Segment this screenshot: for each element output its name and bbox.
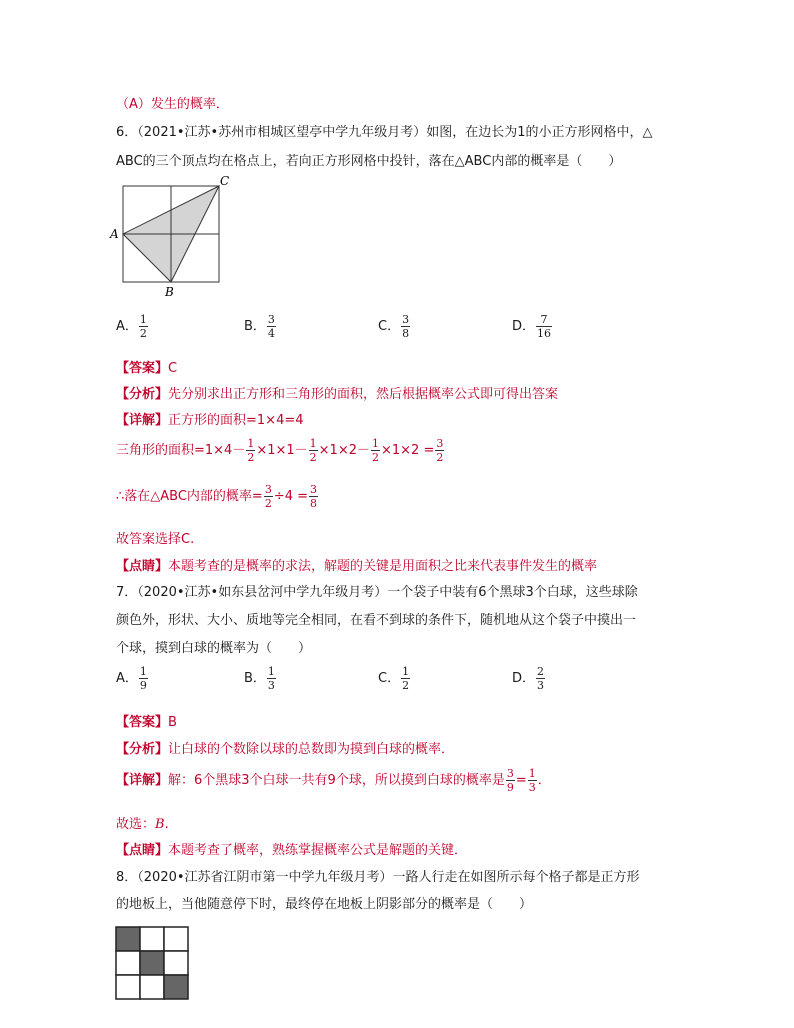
q6-label-c: C bbox=[220, 174, 230, 188]
q6-line1: 6．（2021•江苏•苏州市相城区望亭中学九年级月考）如图，在边长为1的小正方形网格中，△ bbox=[116, 125, 653, 140]
q8-line2: 的地板上，当他随意停下时，最终停在地板上阴影部分的概率是（ ） bbox=[116, 897, 533, 912]
q8-cell bbox=[140, 927, 164, 951]
q8-cell bbox=[116, 951, 140, 975]
q7-choose: 故选：B. bbox=[116, 817, 169, 832]
q6-options bbox=[116, 313, 676, 347]
q6-probability: ∴落在△ABC内部的概率= $\frac{3}{2}$ ÷4 = $\frac{3}{8}$ bbox=[116, 483, 318, 510]
q7-options bbox=[116, 665, 676, 699]
q6-line2: ABC的三个顶点均在格点上，若向正方形网格中投针，落在△ABC内部的概率是（ ） bbox=[116, 154, 622, 169]
q6-label-b: B bbox=[165, 285, 174, 299]
q7-option-d[interactable]: D． $\frac{2}{3}$ bbox=[512, 665, 545, 692]
q6-answer: 【答案】C bbox=[116, 361, 178, 376]
q8-shaded-cell bbox=[140, 951, 164, 975]
q8-line1: 8．（2020•江苏省江阴市第一中学九年级月考）一路人行走在如图所示每个格子都是正方形 bbox=[116, 870, 640, 885]
q7-line2: 颜色外，形状、大小、质地等完全相同，在看不到球的条件下，随机地从这个袋子中摸出一 bbox=[116, 613, 637, 628]
q7-answer: 【答案】B bbox=[116, 715, 177, 730]
intro-line: （A）发生的概率． bbox=[116, 97, 229, 112]
q6-option-d[interactable]: D． $\frac{7}{16}$ bbox=[512, 313, 552, 340]
q8-cell bbox=[140, 975, 164, 999]
q7-option-a[interactable]: A． $\frac{1}{9}$ bbox=[116, 665, 147, 692]
q6-option-a[interactable]: A． $\frac{1}{2}$ bbox=[116, 313, 147, 340]
q8-cell bbox=[164, 951, 188, 975]
q6-option-b[interactable]: B． $\frac{3}{4}$ bbox=[244, 313, 275, 340]
q6-label-a: A bbox=[110, 227, 119, 241]
q8-shaded-cell bbox=[164, 975, 188, 999]
q8-cell bbox=[164, 927, 188, 951]
q6-comment: 【点睛】本题考查的是概率的求法，解题的关键是用面积之比来代表事件发生的概率 bbox=[116, 559, 598, 574]
q6-analysis: 【分析】先分别求出正方形和三角形的面积，然后根据概率公式即可得出答案 bbox=[116, 387, 559, 402]
q7-comment: 【点睛】本题考查了概率，熟练掌握概率公式是解题的关键． bbox=[116, 843, 468, 858]
q7-line3: 个球，摸到白球的概率为（ ） bbox=[116, 641, 312, 656]
q8-cell bbox=[116, 975, 140, 999]
q7-analysis: 【分析】让白球的个数除以球的总数即为摸到白球的概率． bbox=[116, 742, 455, 757]
q6-choose: 故答案选择C. bbox=[116, 532, 195, 547]
q7-line1: 7．（2020•江苏•如东县岔河中学九年级月考）一个袋子中装有6个黑球3个白球，这些球除 bbox=[116, 585, 638, 600]
q6-figure bbox=[108, 172, 238, 302]
q7-detail: 【详解】解：6个黑球3个白球一共有9个球，所以摸到白球的概率是 $\frac{3}{9}$ = $\frac{1}{3}$ ． bbox=[116, 767, 551, 794]
q6-option-c[interactable]: C． $\frac{3}{8}$ bbox=[378, 313, 410, 340]
q8-floor-grid bbox=[115, 926, 191, 1002]
q6-triangle-area: 三角形的面积=1×4－ $\frac{1}{2}$ ×1×1－ $\frac{1}{2}$ ×1×2－ $\frac{1}{2}$ ×1×2 = $\frac{3}{2}$ bbox=[116, 437, 444, 464]
q8-shaded-cell bbox=[116, 927, 140, 951]
q7-option-b[interactable]: B． $\frac{1}{3}$ bbox=[244, 665, 275, 692]
q7-option-c[interactable]: C． $\frac{1}{2}$ bbox=[378, 665, 410, 692]
q6-detail: 【详解】正方形的面积=1×4=4 bbox=[116, 413, 304, 428]
